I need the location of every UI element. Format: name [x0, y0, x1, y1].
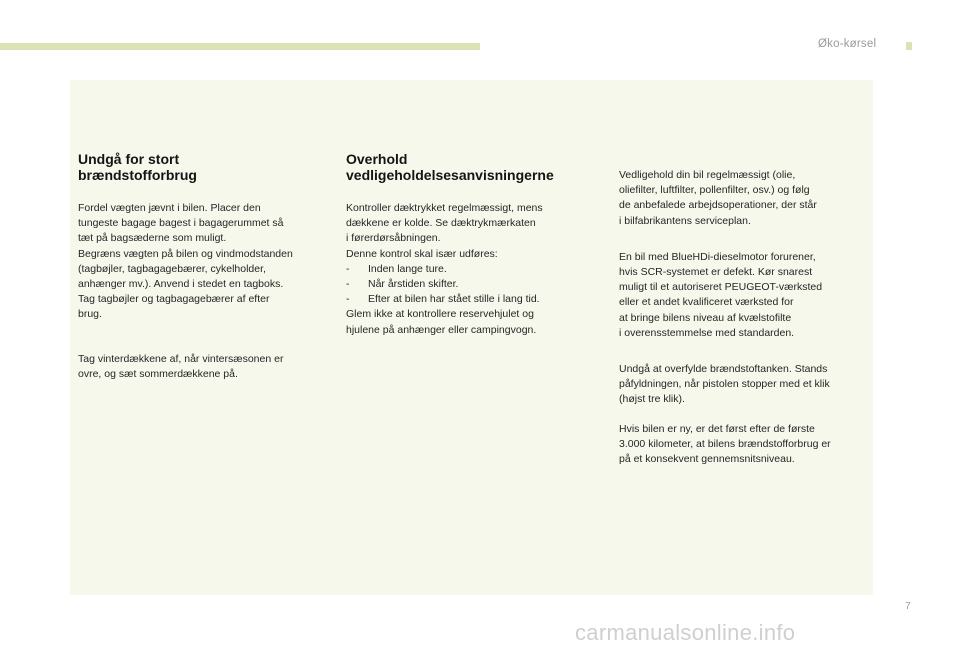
text-line: at bringe bilens niveau af kvælstofilte: [619, 311, 792, 324]
text-line: på et konsekvent gennemsnitsniveau.: [619, 453, 795, 466]
text-line: eller et andet kvalificeret værksted for: [619, 296, 794, 309]
list-dash: -: [346, 293, 350, 306]
text-line: ovre, og sæt sommerdækkene på.: [78, 367, 238, 380]
text-line: Tag vinterdækkene af, når vintersæsonen er: [78, 352, 284, 365]
text-line: Tag tagbøjler og tagbagagebærer af efter: [78, 293, 270, 306]
text-line: Vedligehold din bil regelmæssigt (olie,: [619, 169, 796, 181]
text-line: påfyldningen, når pistolen stopper med et klik: [619, 378, 830, 391]
section-heading: [78, 152, 328, 183]
heading-line: Undgå for stort: [78, 151, 180, 167]
text-line: Fordel vægten jævnt i bilen. Placer den: [78, 202, 261, 214]
heading-line: vedligeholdelsesanvisningerne: [346, 166, 554, 183]
text-line: (tagbøjler, tagbagagebærer, cykelholder,: [78, 262, 266, 275]
text-line: de anbefalede arbejdsoperationer, der står: [619, 199, 817, 212]
text-line: 3.000 kilometer, at bilens brændstofforbrug er: [619, 437, 831, 450]
list-item: [346, 292, 586, 307]
paragraph-winter-tyres: [78, 352, 328, 382]
list-item-text: Inden lange ture.: [368, 262, 447, 275]
watermark-text: carmanualsonline.info: [575, 620, 796, 645]
text-line: En bil med BlueHDi-dieselmotor forurener,: [619, 250, 816, 263]
list-dash: -: [346, 262, 350, 275]
heading-line: Overhold: [346, 151, 408, 167]
text-line: muligt til et autoriseret PEUGEOT-værksted: [619, 281, 823, 294]
text-line: tæt på bagsæderne som muligt.: [78, 232, 227, 245]
text-line: (højst tre klik).: [619, 393, 685, 406]
text-line: i bilfabrikantens serviceplan.: [619, 214, 751, 227]
paragraph-new-car: [619, 422, 871, 468]
chapter-title: Øko-kørsel: [818, 38, 877, 50]
paragraph-service-plan: [619, 168, 871, 229]
paragraph-bluehdi: [619, 250, 871, 341]
content-panel: [70, 80, 873, 595]
section-heading: [346, 152, 586, 183]
text-line: Hvis bilen er ny, er det først efter de første: [619, 422, 815, 435]
list-item-text: Når årstiden skifter.: [368, 278, 459, 291]
section-maintenance-continued: [619, 168, 871, 467]
heading-line: brændstofforbrug: [78, 166, 197, 183]
text-line: Begræns vægten på bilen og vindmodstanden: [78, 247, 293, 260]
text-line: hjulene på anhænger eller campingvogn.: [346, 323, 537, 336]
list-dash: -: [346, 278, 350, 291]
paragraph-tyre-pressure: [346, 201, 586, 338]
text-line: tungeste bagage bagest i bagagerummet så: [78, 217, 284, 230]
text-line: Undgå at overfylde brændstoftanken. Stands: [619, 363, 828, 376]
header-accent-bar: [0, 43, 480, 50]
list-item: [346, 277, 586, 292]
paragraph-weight: [78, 201, 328, 323]
text-line: anhænger mv.). Anvend i stedet en tagboks.: [78, 278, 284, 291]
section-fuel-consumption: [78, 152, 328, 382]
text-line: Kontroller dæktrykket regelmæssigt, mens: [346, 202, 543, 214]
text-line: i overensstemmelse med standarden.: [619, 326, 795, 339]
paragraph-fuel-tank: [619, 362, 871, 408]
list-item-text: Efter at bilen har stået stille i lang tid.: [368, 293, 540, 306]
text-line: i førerdørsåbningen.: [346, 232, 441, 245]
list-item: [346, 262, 586, 277]
text-line: oliefilter, luftfilter, pollenfilter, osv.) og følg: [619, 184, 810, 197]
page-number: 7: [905, 600, 911, 612]
text-line: brug.: [78, 308, 102, 321]
section-maintenance: [346, 152, 586, 338]
text-line: dækkene er kolde. Se dæktrykmærkaten: [346, 217, 536, 230]
text-line: hvis SCR-systemet er defekt. Kør snarest: [619, 266, 813, 279]
text-line: Glem ikke at kontrollere reservehjulet og: [346, 308, 534, 321]
header-accent-mark: [906, 42, 912, 50]
text-line: Denne kontrol skal især udføres:: [346, 247, 498, 260]
